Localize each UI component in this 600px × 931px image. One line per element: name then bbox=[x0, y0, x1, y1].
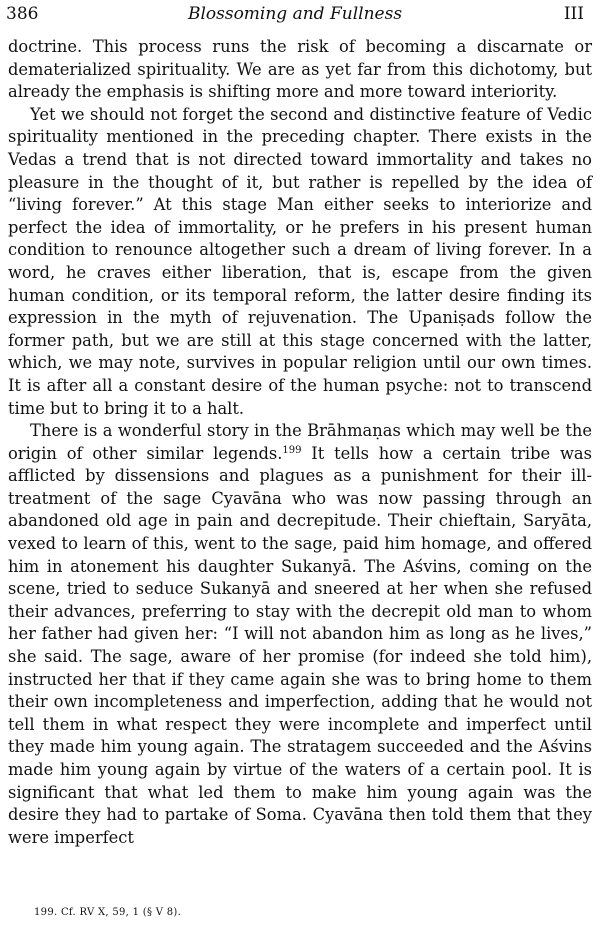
paragraph-3-part-1: There is a wonderful story in the Brāhmaṇas which may well be the origin of other similar legends. bbox=[8, 421, 592, 463]
page-header bbox=[6, 4, 584, 30]
running-title: Blossoming and Fullness bbox=[187, 4, 403, 24]
body-text bbox=[8, 36, 592, 849]
paragraph-2: Yet we should not forget the second and distinctive feature of Vedic spirituality mentioned in the preceding chapter. There exists in the Vedas a trend that is not directed toward immortality and takes no pleasure in the thought of it, but rather is repelled by the idea of “living forever.” At this stage Man either seeks to interiorize and perfect the idea of immortality, or he prefers in his present human condition to renounce altogether such a dream of living forever. In a word, he craves either liberation, that is, escape from the given human condition, or its temporal reform, the latter desire finding its expression in the myth of rejuvenation. The Upaniṣads follow the former path, but we are still at this stage concerned with the latter, which, we may note, survives in popular religion until our own times. It is after all a constant desire of the human psyche: not to transcend time but to bring it to a halt. bbox=[8, 104, 592, 418]
paragraph-1: doctrine. This process runs the risk of becoming a discarnate or dematerialized spirituality. We are as yet far from this dichotomy, but already the emphasis is shifting more and more toward interiority. bbox=[8, 37, 592, 102]
page-number: 386 bbox=[6, 4, 39, 24]
paragraph-3 bbox=[8, 420, 592, 849]
part-number: III bbox=[563, 4, 584, 24]
footnote-reference: 199 bbox=[282, 444, 302, 456]
paragraph-3-part-2: It tells how a certain tribe was afflicted by dissensions and plagues as a punishment for their ill-treatment of the sage Cyavāna who was now passing through an abandoned old age in pain and decrepitude. Their chieftain, Saryāta, vexed to learn of this, went to the sage, paid him homage, and offered him in atonement his daughter Sukanyā. The Aśvins, coming on the scene, tried to seduce Sukanyā and sneered at her when she refused their advances, preferring to stay with the decrepit old man to whom her father had given her: “I will not abandon him as long as he lives,” she said. The sage, aware of her promise (for indeed she told him), instructed her that if they came again she was to bring home to them their own incompleteness and imperfection, adding that he would not tell them in what respect they were incomplete and imperfect until they made him young again. The stratagem succeeded and the Aśvins made him young again by virtue of the waters of a certain pool. It is significant that what led them to make him young again was the desire they had to partake of Soma. Cyavāna then told them that they were imperfect bbox=[8, 443, 592, 847]
footnote: 199. Cf. RV X, 59, 1 (§ V 8). bbox=[34, 907, 182, 918]
